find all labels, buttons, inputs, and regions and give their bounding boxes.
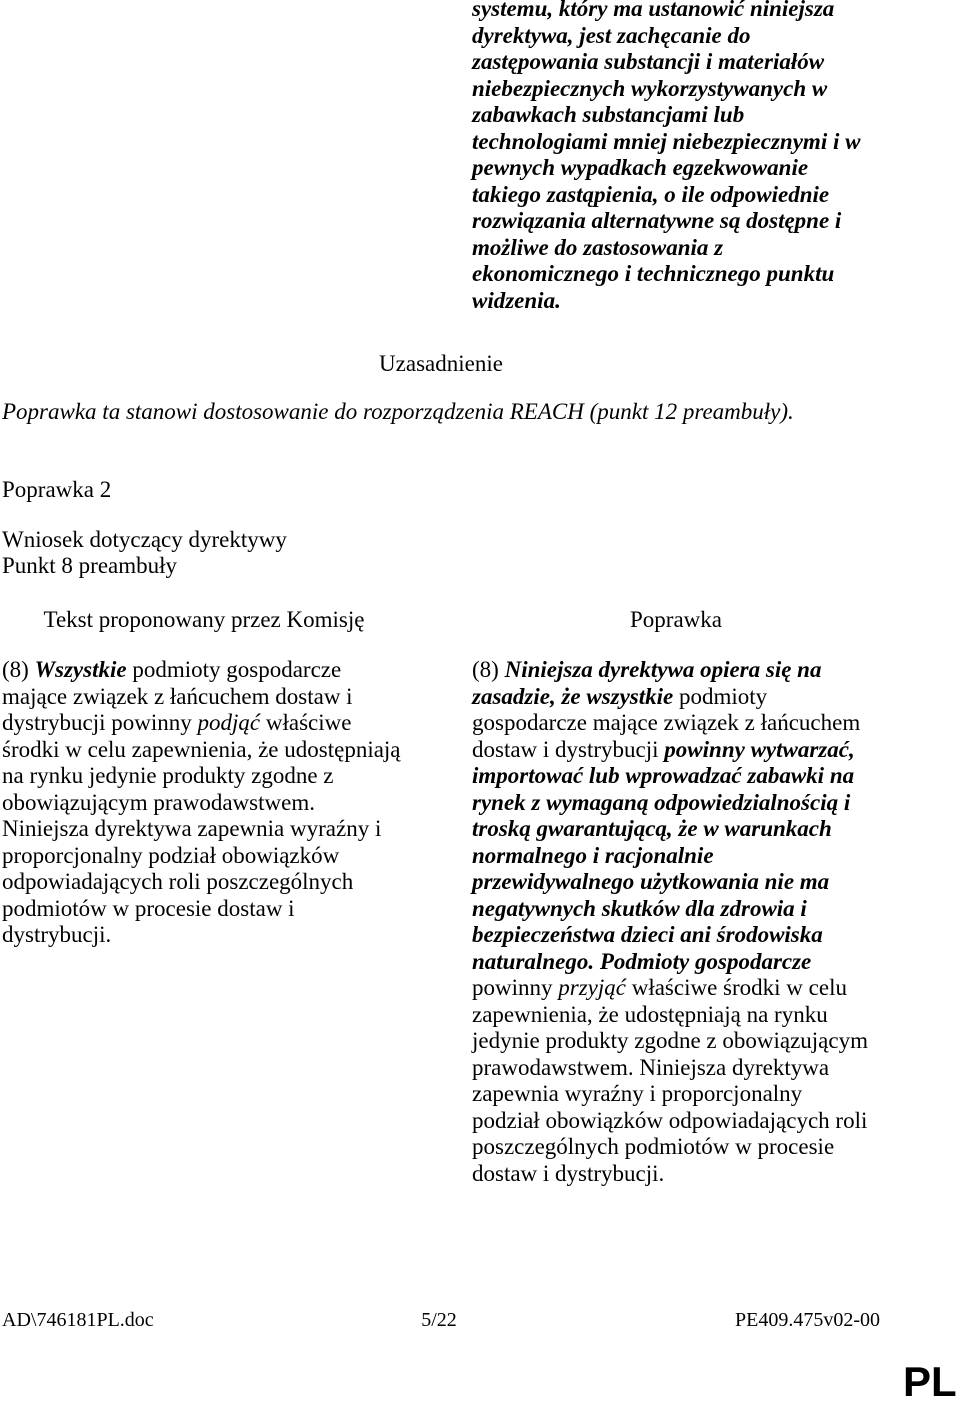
text-line: dystrybucji. xyxy=(2,922,112,947)
bold-italic-emphasis: zasadzie, że wszystkie xyxy=(472,683,674,709)
italic-emphasis: podjąć xyxy=(197,710,261,735)
amendment-text-column xyxy=(472,657,868,1187)
text-run: podmioty gospodarcze xyxy=(126,657,342,682)
text-line xyxy=(472,763,868,790)
text-line: rozwiązania alternatywne są dostępne i xyxy=(472,208,842,233)
text-line xyxy=(2,657,401,684)
bold-italic-emphasis: bezpieczeństwa dzieci ani środowiska xyxy=(472,922,823,947)
bold-italic-emphasis: normalnego i racjonalnie xyxy=(472,842,714,868)
bold-italic-emphasis: importować lub wprowadzać zabawki na xyxy=(472,763,855,788)
proposal-title: Wniosek dotyczący dyrektywy xyxy=(2,527,287,552)
text-run: podmioty xyxy=(673,683,768,709)
text-line: podmiotów w procesie dostaw i xyxy=(2,895,295,921)
text-line: ekonomicznego i technicznego punktu xyxy=(472,261,835,286)
text-line xyxy=(472,896,868,923)
text-run: dostaw i dystrybucji xyxy=(472,736,665,762)
commission-column-heading: Tekst proponowany przez Komisję xyxy=(43,607,365,632)
amendment-column-heading: Poprawka xyxy=(630,607,722,632)
text-line: prawodawstwem. Niniejsza dyrektywa xyxy=(472,1054,830,1080)
text-line: środki w celu zapewnienia, że udostępniają xyxy=(2,736,401,762)
text-line: gospodarcze mające związek z łańcuchem xyxy=(472,710,861,735)
text-run: powinny xyxy=(472,975,559,1000)
bold-italic-emphasis: powinny wytwarzać, xyxy=(664,736,855,762)
text-line xyxy=(472,975,868,1002)
text-line xyxy=(472,790,868,817)
bold-italic-emphasis: naturalnego. Podmioty gospodarcze xyxy=(472,948,812,974)
justification-heading: Uzasadnienie xyxy=(379,351,503,376)
text-line: odpowiadających roli poszczególnych xyxy=(2,869,354,894)
text-line xyxy=(472,816,868,843)
page-number: 5/22 xyxy=(421,1309,457,1331)
text-line: możliwe do zastosowania z xyxy=(472,234,724,260)
justification-text: Poprawka ta stanowi dostosowanie do rozporządzenia REACH (punkt 12 preambuły). xyxy=(2,399,794,424)
text-line xyxy=(472,737,868,764)
text-run: właściwe środki w celu xyxy=(625,975,847,1000)
text-line: obowiązującym prawodawstwem. xyxy=(2,789,315,815)
text-line: podział obowiązków odpowiadających roli xyxy=(472,1107,868,1133)
amendment-number: Poprawka 2 xyxy=(2,477,112,502)
text-line xyxy=(472,684,868,711)
document-filename: AD\746181PL.doc xyxy=(2,1309,154,1331)
text-line: zabawkach substancjami lub xyxy=(472,102,745,127)
bold-italic-emphasis: przewidywalnego użytkowania nie ma xyxy=(472,869,830,894)
italic-emphasis: przyjąć xyxy=(558,975,626,1000)
text-line xyxy=(472,922,868,949)
commission-text-column xyxy=(2,657,401,949)
bold-italic-emphasis: Wszystkie xyxy=(34,657,127,682)
text-line: zastępowania substancji i materiałów xyxy=(472,49,825,74)
text-line: dostaw i dystrybucji. xyxy=(472,1160,665,1186)
text-line xyxy=(472,843,868,870)
language-code: PL xyxy=(903,1358,957,1405)
text-line: widzenia. xyxy=(472,287,561,313)
text-line: mające związek z łańcuchem dostaw i xyxy=(2,683,353,709)
bold-italic-emphasis: troską gwarantującą, że w warunkach xyxy=(472,816,832,841)
text-line: pewnych wypadkach egzekwowanie xyxy=(472,155,809,180)
document-reference: PE409.475v02-00 xyxy=(735,1309,880,1331)
amendment-text-continuation xyxy=(472,0,860,314)
bold-italic-emphasis: negatywnych skutków dla zdrowia i xyxy=(472,895,807,921)
text-run: dystrybucji powinny xyxy=(2,710,198,735)
text-line: systemu, który ma ustanowić niniejsza xyxy=(472,0,835,21)
text-run: właściwe xyxy=(260,710,352,735)
text-line: na rynku jedynie produkty zgodne z xyxy=(2,763,334,788)
text-line: dyrektywa, jest zachęcanie do xyxy=(472,22,751,48)
text-line: zapewnia wyraźny i proporcjonalny xyxy=(472,1081,803,1106)
bold-italic-emphasis: Niniejsza dyrektywa opiera się na xyxy=(504,657,822,682)
text-run: (8) xyxy=(2,657,35,682)
text-line: niebezpiecznych wykorzystywanych w xyxy=(472,75,828,101)
text-line: technologiami mniej niebezpiecznymi i w xyxy=(472,128,861,154)
bold-italic-emphasis: rynek z wymaganą odpowiedzialnością i xyxy=(472,789,851,815)
text-line: proporcjonalny podział obowiązków xyxy=(2,842,340,868)
text-line: takiego zastąpienia, o ile odpowiednie xyxy=(472,181,830,207)
text-line xyxy=(472,657,868,684)
text-line: poszczególnych podmiotów w procesie xyxy=(472,1134,835,1159)
amended-provision: Punkt 8 preambuły xyxy=(2,553,178,578)
text-line xyxy=(472,869,868,896)
text-line xyxy=(472,949,868,976)
text-line: Niniejsza dyrektywa zapewnia wyraźny i xyxy=(2,816,382,841)
text-line: jedynie produkty zgodne z obowiązującym xyxy=(472,1028,868,1053)
text-run: (8) xyxy=(472,657,505,682)
text-line xyxy=(2,710,401,737)
text-line: zapewnienia, że udostępniają na rynku xyxy=(472,1001,828,1027)
